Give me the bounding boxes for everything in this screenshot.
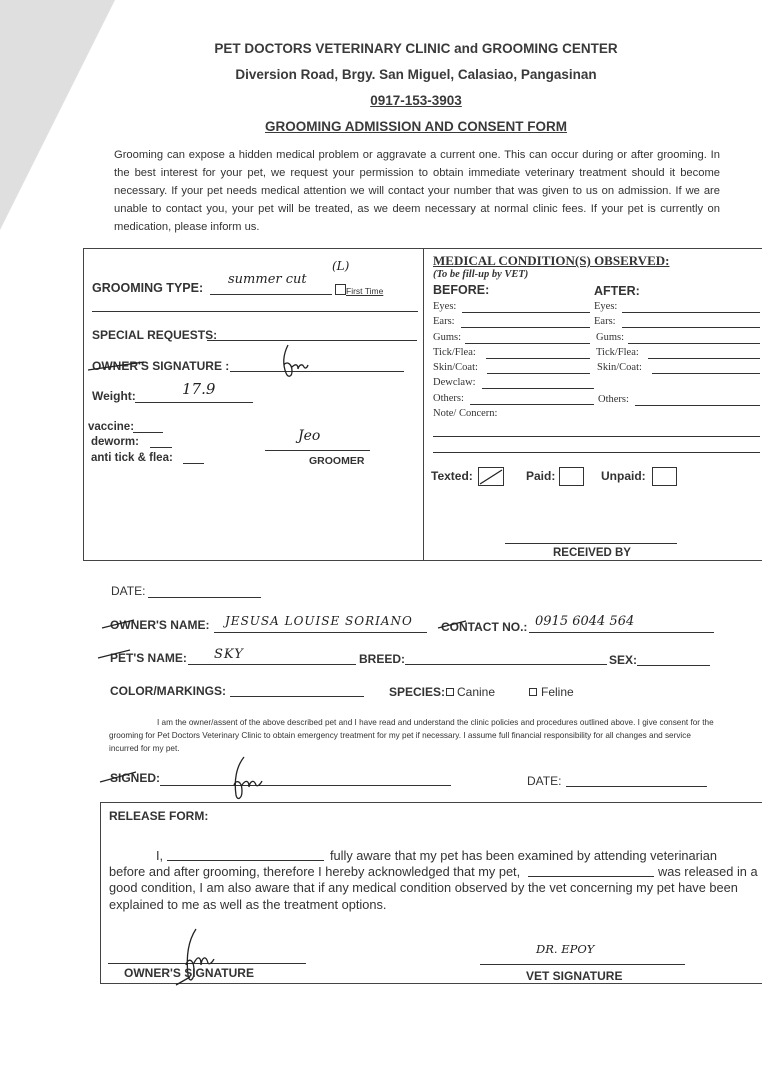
feline-checkbox[interactable] — [529, 688, 537, 696]
check-mark-icon — [479, 468, 503, 485]
folded-corner — [0, 0, 115, 230]
before-tickflea: Tick/Flea: — [433, 347, 476, 358]
before-others: Others: — [433, 393, 464, 404]
deworm-label: deworm: — [91, 436, 139, 448]
release-text-i: I, — [156, 848, 164, 863]
release-name-line[interactable] — [167, 860, 324, 861]
breed-label: BREED: — [359, 652, 406, 666]
paid-checkbox[interactable] — [559, 467, 584, 486]
release-text-2a: before and after grooming, therefore I hereby acknowledged that my pet, — [109, 864, 521, 879]
release-vet-sig-label: VET SIGNATURE — [526, 969, 623, 983]
medical-title: MEDICAL CONDITION(S) OBSERVED: — [433, 253, 670, 268]
pet-name-value[interactable]: SKY — [214, 647, 244, 662]
unpaid-checkbox[interactable] — [652, 467, 677, 486]
owner-signature-label: OWNER'S SIGNATURE : — [92, 359, 230, 373]
special-requests-line[interactable] — [207, 340, 417, 341]
intro-paragraph: Grooming can expose a hidden medical problem or aggravate a current one. This can occur during or after grooming. In the best interest for your pet, we request your permission to obtain immediate veterinary treatment should it become necessary. If your pet needs medical attention we will contact your number that was given to us on admission. If we are unable to contact you, your pet will be treated, as we deem necessary at normal clinic fees. If your pet is currently on medication, please inform us. — [114, 149, 720, 233]
before-others-line[interactable] — [470, 404, 594, 405]
contact-value[interactable]: 0915 6044 564 — [535, 614, 635, 629]
after-ears: Ears: — [594, 316, 616, 327]
after-gums-line[interactable] — [628, 343, 760, 344]
groomer-label: GROOMER — [309, 455, 365, 467]
owner-name-value[interactable]: JESUSA LOUISE SORIANO — [225, 614, 413, 628]
note-label: Note/ Concern: — [433, 408, 498, 419]
box-divider — [423, 248, 424, 560]
before-eyes: Eyes: — [433, 301, 457, 312]
grooming-extra-line — [92, 311, 418, 312]
signed-date-line[interactable] — [566, 786, 707, 787]
release-pet-line[interactable] — [528, 876, 654, 877]
signed-date-label: DATE: — [527, 774, 562, 788]
groomer-line — [265, 450, 370, 451]
release-title: RELEASE FORM: — [109, 809, 209, 823]
owner-signature-line[interactable] — [230, 371, 404, 372]
form-title: GROOMING ADMISSION AND CONSENT FORM — [265, 119, 567, 134]
vaccine-line[interactable] — [133, 432, 163, 433]
date-line[interactable] — [148, 597, 261, 598]
antitick-line[interactable] — [183, 463, 204, 464]
owner-signature-scribble — [272, 343, 312, 383]
release-text-4: explained to me as well as the treatment options. — [109, 897, 387, 912]
before-eyes-line[interactable] — [462, 312, 590, 313]
before-skincoat-line[interactable] — [487, 373, 590, 374]
before-tickflea-line[interactable] — [486, 358, 590, 359]
unpaid-label: Unpaid: — [601, 469, 646, 483]
canine-label: Canine — [457, 685, 496, 699]
owner-name-label: OWNER'S NAME: — [110, 618, 210, 632]
deworm-line[interactable] — [150, 447, 172, 448]
after-label: AFTER: — [594, 284, 640, 298]
owner-name-strike — [100, 618, 136, 630]
grooming-type-line — [210, 294, 332, 295]
first-time-checkbox[interactable] — [335, 284, 346, 295]
pet-name-label: PET'S NAME: — [110, 651, 187, 665]
weight-label: Weight: — [92, 389, 136, 403]
weight-line — [135, 402, 253, 403]
vaccine-label: vaccine: — [88, 421, 135, 433]
signed-strike — [98, 770, 138, 784]
before-dewclaw-line[interactable] — [482, 388, 594, 389]
grooming-type-mark: (L) — [332, 259, 350, 273]
clinic-phone: 0917-153-3903 — [370, 93, 462, 108]
sex-line[interactable] — [637, 665, 710, 666]
received-by-label: RECEIVED BY — [553, 547, 631, 559]
color-markings-label: COLOR/MARKINGS: — [110, 684, 226, 698]
after-others-line[interactable] — [635, 405, 760, 406]
paid-label: Paid: — [526, 469, 556, 483]
consent-statement: I am the owner/assent of the above described pet and I have read and understand the clinic policies and procedures outlined above. I give consent for the grooming for Pet Doctors Veterinary Clinic to obtain emergency treatment for my pet if necessary. I assume full financial responsibility for all changes and service incurred for my pet. — [109, 718, 714, 753]
breed-line[interactable] — [405, 664, 607, 665]
weight-value[interactable]: 17.9 — [182, 380, 216, 398]
texted-label: Texted: — [431, 469, 473, 483]
after-gums: Gums: — [596, 332, 625, 343]
grooming-type-label: GROOMING TYPE: — [92, 281, 204, 295]
sex-label: SEX: — [609, 653, 638, 667]
antitick-label: anti tick & flea: — [91, 452, 173, 464]
after-others: Others: — [598, 394, 629, 405]
note-line-2[interactable] — [433, 452, 760, 453]
before-gums: Gums: — [433, 332, 462, 343]
after-eyes-line[interactable] — [622, 312, 760, 313]
release-text-3: good condition, I am also aware that if any medical condition observed by the vet concerning my pet have been — [109, 880, 738, 895]
contact-line — [529, 632, 714, 633]
groomer-value[interactable]: Jeo — [298, 428, 321, 444]
release-text-2b: was released in a — [658, 864, 758, 879]
medical-subtitle: (To be fill-up by VET) — [433, 269, 529, 280]
after-ears-line[interactable] — [622, 327, 760, 328]
date-label: DATE: — [111, 584, 146, 598]
before-dewclaw: Dewclaw: — [433, 377, 476, 388]
after-skincoat: Skin/Coat: — [597, 362, 642, 373]
after-skincoat-line[interactable] — [652, 373, 760, 374]
before-ears-line[interactable] — [461, 327, 590, 328]
release-vet-sig-line[interactable] — [480, 964, 685, 965]
canine-checkbox[interactable] — [446, 688, 454, 696]
clinic-name: PET DOCTORS VETERINARY CLINIC and GROOMING CENTER — [214, 41, 618, 56]
signed-line[interactable] — [160, 785, 451, 786]
grooming-type-value[interactable]: summer cut — [228, 272, 307, 287]
feline-label: Feline — [541, 685, 574, 699]
special-requests-label: SPECIAL REQUESTS: — [92, 328, 218, 342]
contact-strike — [436, 618, 468, 630]
signed-scribble — [222, 755, 266, 805]
clinic-address: Diversion Road, Brgy. San Miguel, Calasiao, Pangasinan — [235, 67, 597, 82]
after-tickflea-line[interactable] — [648, 358, 760, 359]
signed-label: SIGNED: — [110, 771, 161, 785]
before-ears: Ears: — [433, 316, 455, 327]
species-label: SPECIES: — [389, 685, 446, 699]
after-tickflea: Tick/Flea: — [596, 347, 639, 358]
release-text-1: fully aware that my pet has been examined by attending veterinarian — [330, 848, 717, 863]
before-label: BEFORE: — [433, 283, 490, 297]
first-time-label: First Time — [346, 286, 384, 296]
strike-mark — [86, 358, 148, 374]
release-vet-sig-value: DR. EPOY — [536, 942, 595, 956]
note-line-1[interactable] — [433, 436, 760, 437]
release-owner-sig-label: OWNER'S SIGNATURE — [124, 966, 254, 980]
before-gums-line[interactable] — [465, 343, 590, 344]
color-markings-line[interactable] — [230, 696, 364, 697]
after-eyes: Eyes: — [594, 301, 618, 312]
received-by-line[interactable] — [505, 543, 677, 544]
pet-name-line — [188, 664, 356, 665]
contact-label: CONTACT NO.: — [441, 620, 528, 634]
texted-checkbox[interactable] — [478, 467, 504, 486]
owner-name-line — [214, 632, 427, 633]
pet-name-strike — [96, 648, 132, 660]
before-skincoat: Skin/Coat: — [433, 362, 478, 373]
